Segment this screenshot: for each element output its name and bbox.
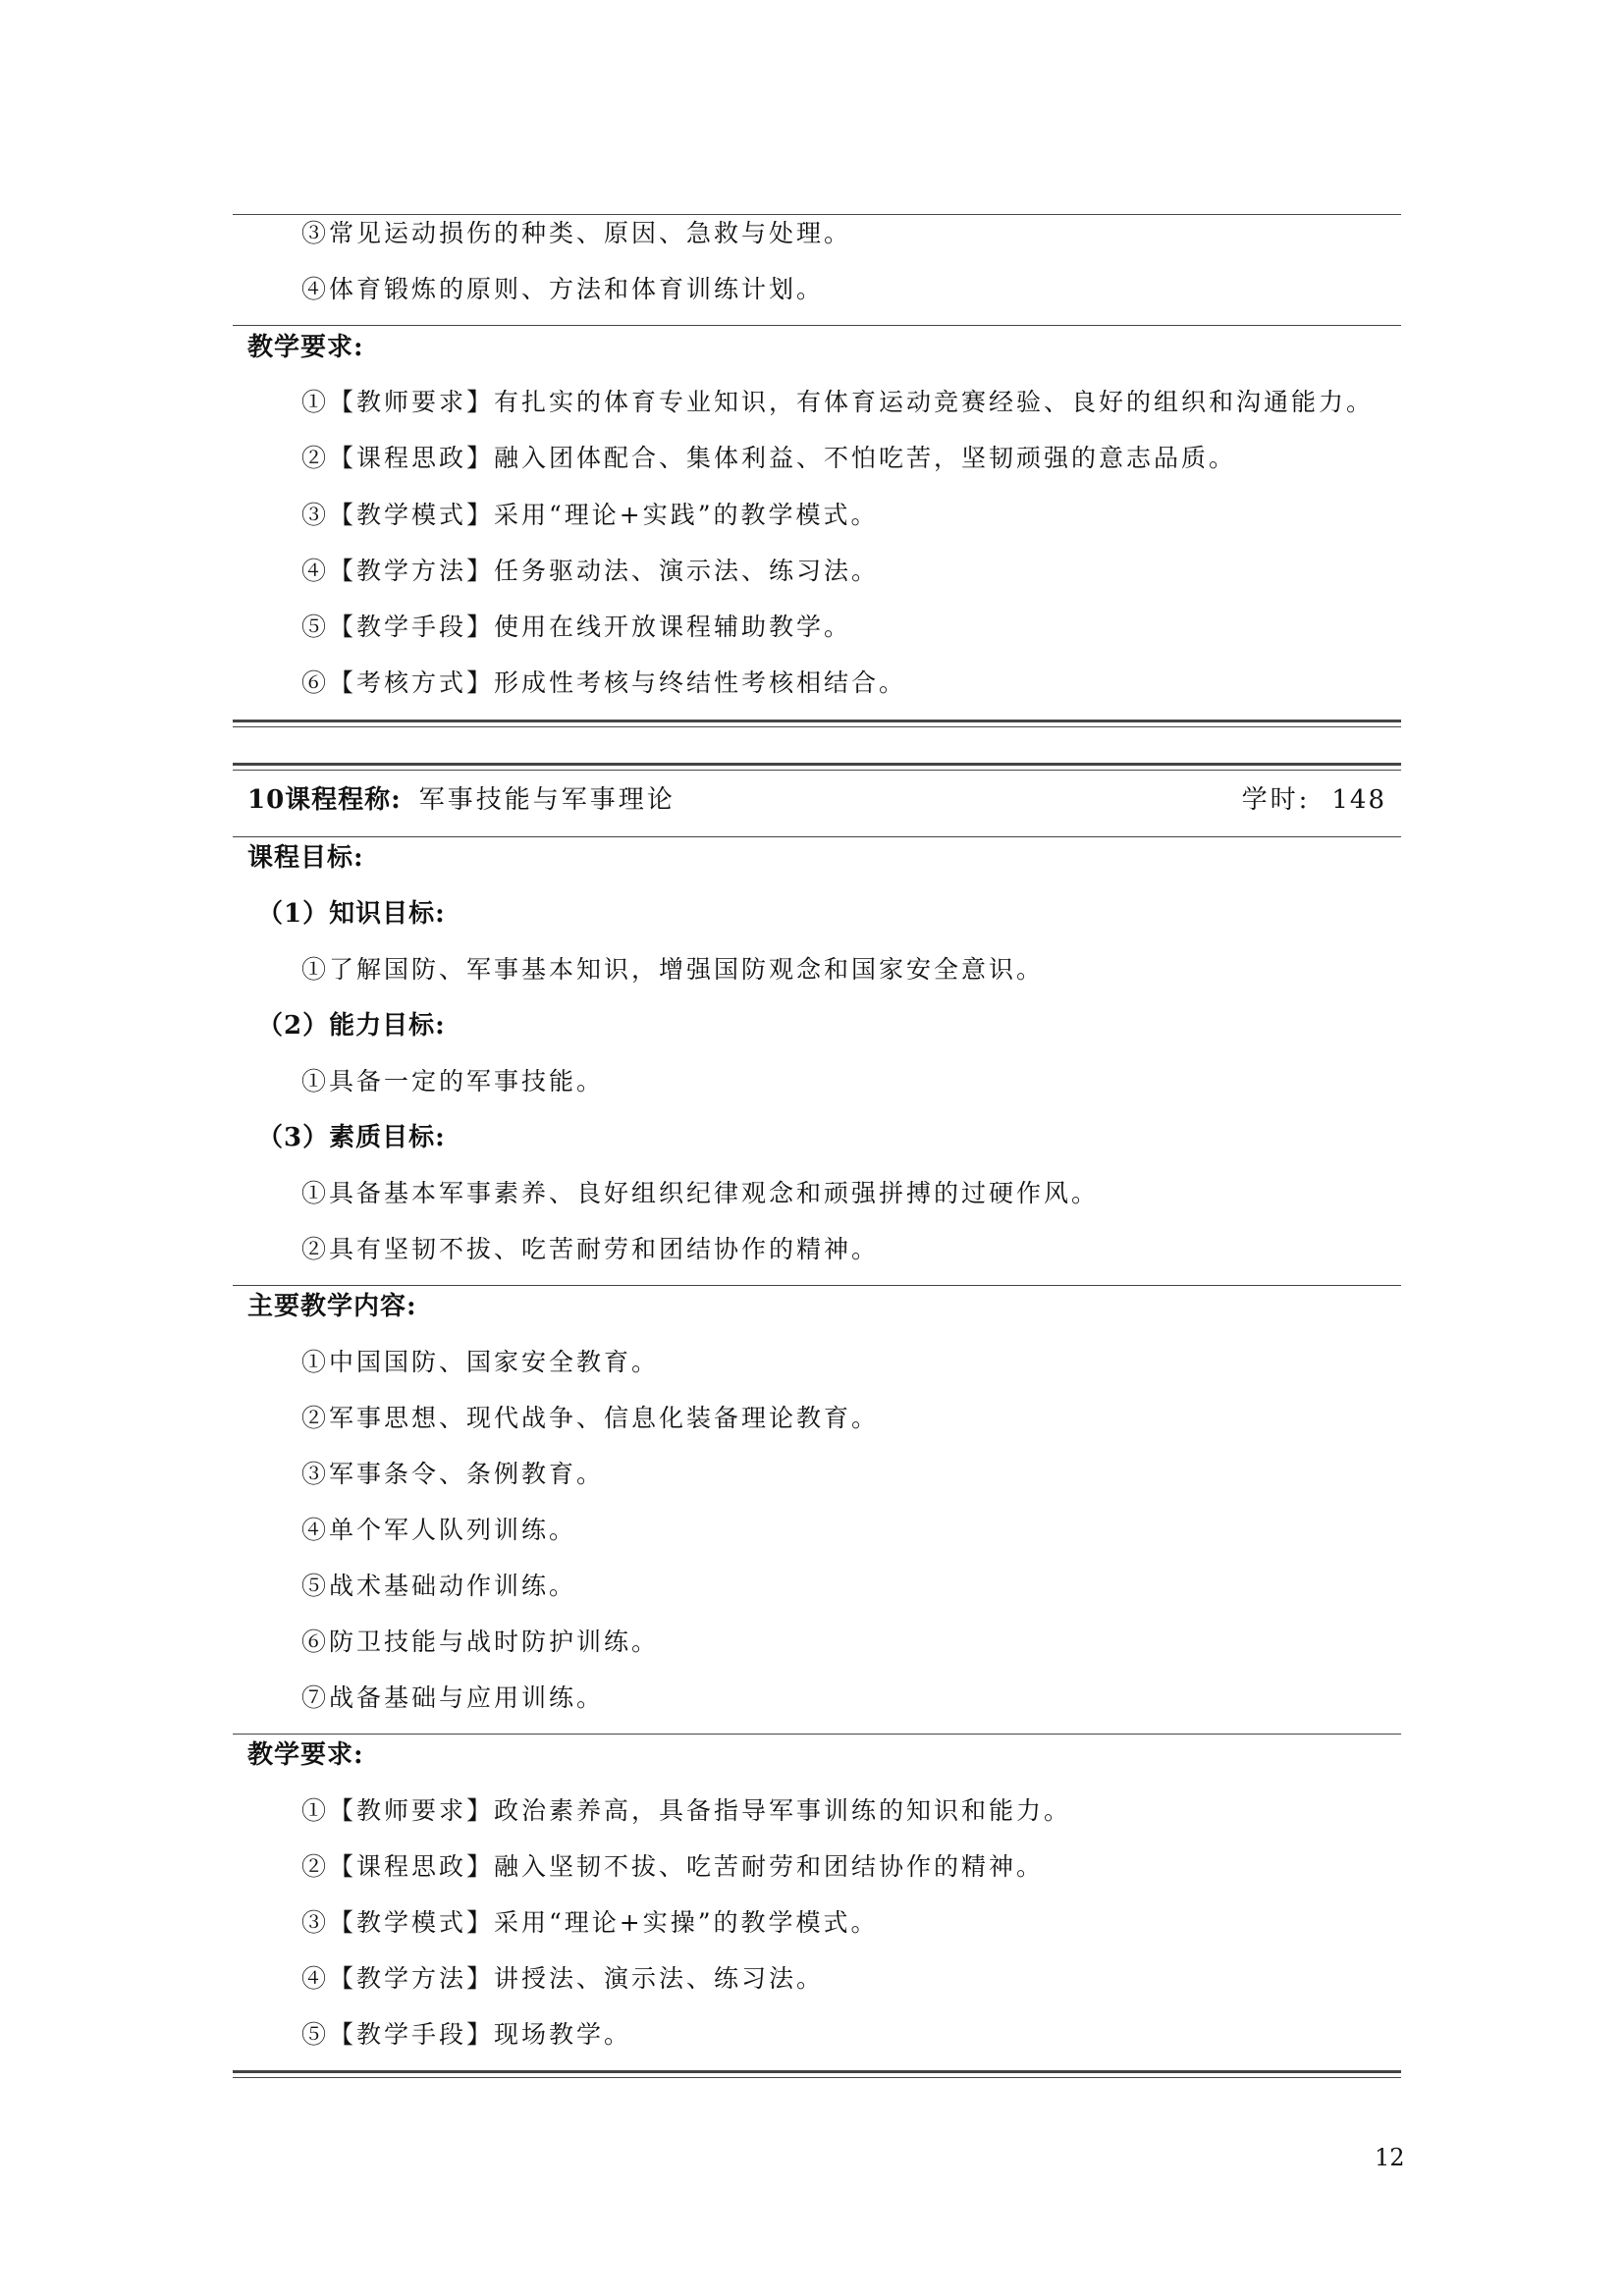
section-end-rule [233, 2070, 1401, 2078]
requirement-line: ①【教师要求】有扎实的体育专业知识，有体育运动竞赛经验、良好的组织和沟通能力。 [301, 388, 1375, 416]
divider [233, 836, 1401, 837]
content-line: ③军事条令、条例教育。 [301, 1460, 605, 1488]
section-end-rule [233, 720, 1401, 727]
quality-heading: （3）素质目标: [257, 1123, 446, 1152]
requirement-line: ⑤【教学手段】现场教学。 [301, 2020, 632, 2049]
content-line: ③常见运动损伤的种类、原因、急救与处理。 [301, 219, 852, 247]
requirements-heading: 教学要求: [247, 333, 364, 362]
course-name-label: 10课程程称: [247, 785, 402, 815]
course-hours [1242, 782, 1386, 818]
content-heading: 主要教学内容: [247, 1292, 417, 1321]
requirement-line: ①【教师要求】政治素养高，具备指导军事训练的知识和能力。 [301, 1796, 1072, 1825]
divider [233, 325, 1401, 326]
requirement-line: ⑤【教学手段】使用在线开放课程辅助教学。 [301, 613, 852, 641]
quality-line: ①具备基本军事素养、良好组织纪律观念和顽强拼搏的过硬作风。 [301, 1179, 1100, 1207]
divider [233, 1734, 1401, 1735]
requirement-line: ②【课程思政】融入坚韧不拔、吃苦耐劳和团结协作的精神。 [301, 1852, 1045, 1881]
content-line: ⑦战备基础与应用训练。 [301, 1683, 605, 1712]
page-number: 12 [1375, 2144, 1405, 2171]
hours-label: 学时: [1241, 785, 1311, 815]
requirement-line: ④【教学方法】任务驱动法、演示法、练习法。 [301, 557, 880, 585]
content-line: ②军事思想、现代战争、信息化装备理论教育。 [301, 1404, 880, 1432]
section-start-rule [233, 763, 1401, 771]
requirement-line: ④【教学方法】讲授法、演示法、练习法。 [301, 1964, 825, 1993]
requirements-heading: 教学要求: [247, 1740, 364, 1770]
ability-heading: （2）能力目标: [257, 1011, 446, 1041]
content-line: ④体育锻炼的原则、方法和体育训练计划。 [301, 275, 825, 303]
ability-line: ①具备一定的军事技能。 [301, 1067, 605, 1095]
content-line: ①中国国防、国家安全教育。 [301, 1348, 660, 1376]
content-line: ⑤战术基础动作训练。 [301, 1572, 577, 1600]
divider [233, 214, 1401, 215]
requirement-line: ③【教学模式】采用“理论+实操”的教学模式。 [301, 1908, 879, 1937]
content-line: ⑥防卫技能与战时防护训练。 [301, 1628, 660, 1656]
content-line: ④单个军人队列训练。 [301, 1516, 577, 1544]
hours-value: 148 [1331, 785, 1386, 815]
quality-line: ②具有坚韧不拔、吃苦耐劳和团结协作的精神。 [301, 1235, 880, 1263]
knowledge-line: ①了解国防、军事基本知识，增强国防观念和国家安全意识。 [301, 955, 1045, 984]
requirement-line: ③【教学模式】采用“理论+实践”的教学模式。 [301, 501, 879, 529]
divider [233, 1285, 1401, 1286]
requirement-line: ②【课程思政】融入团体配合、集体利益、不怕吃苦，坚韧顽强的意志品质。 [301, 444, 1237, 472]
objectives-heading: 课程目标: [247, 843, 364, 873]
requirement-line: ⑥【考核方式】形成性考核与终结性考核相结合。 [301, 668, 907, 697]
knowledge-heading: （1）知识目标: [257, 899, 446, 929]
course-name: 军事技能与军事理论 [418, 785, 676, 815]
course-title-row [247, 782, 1386, 818]
